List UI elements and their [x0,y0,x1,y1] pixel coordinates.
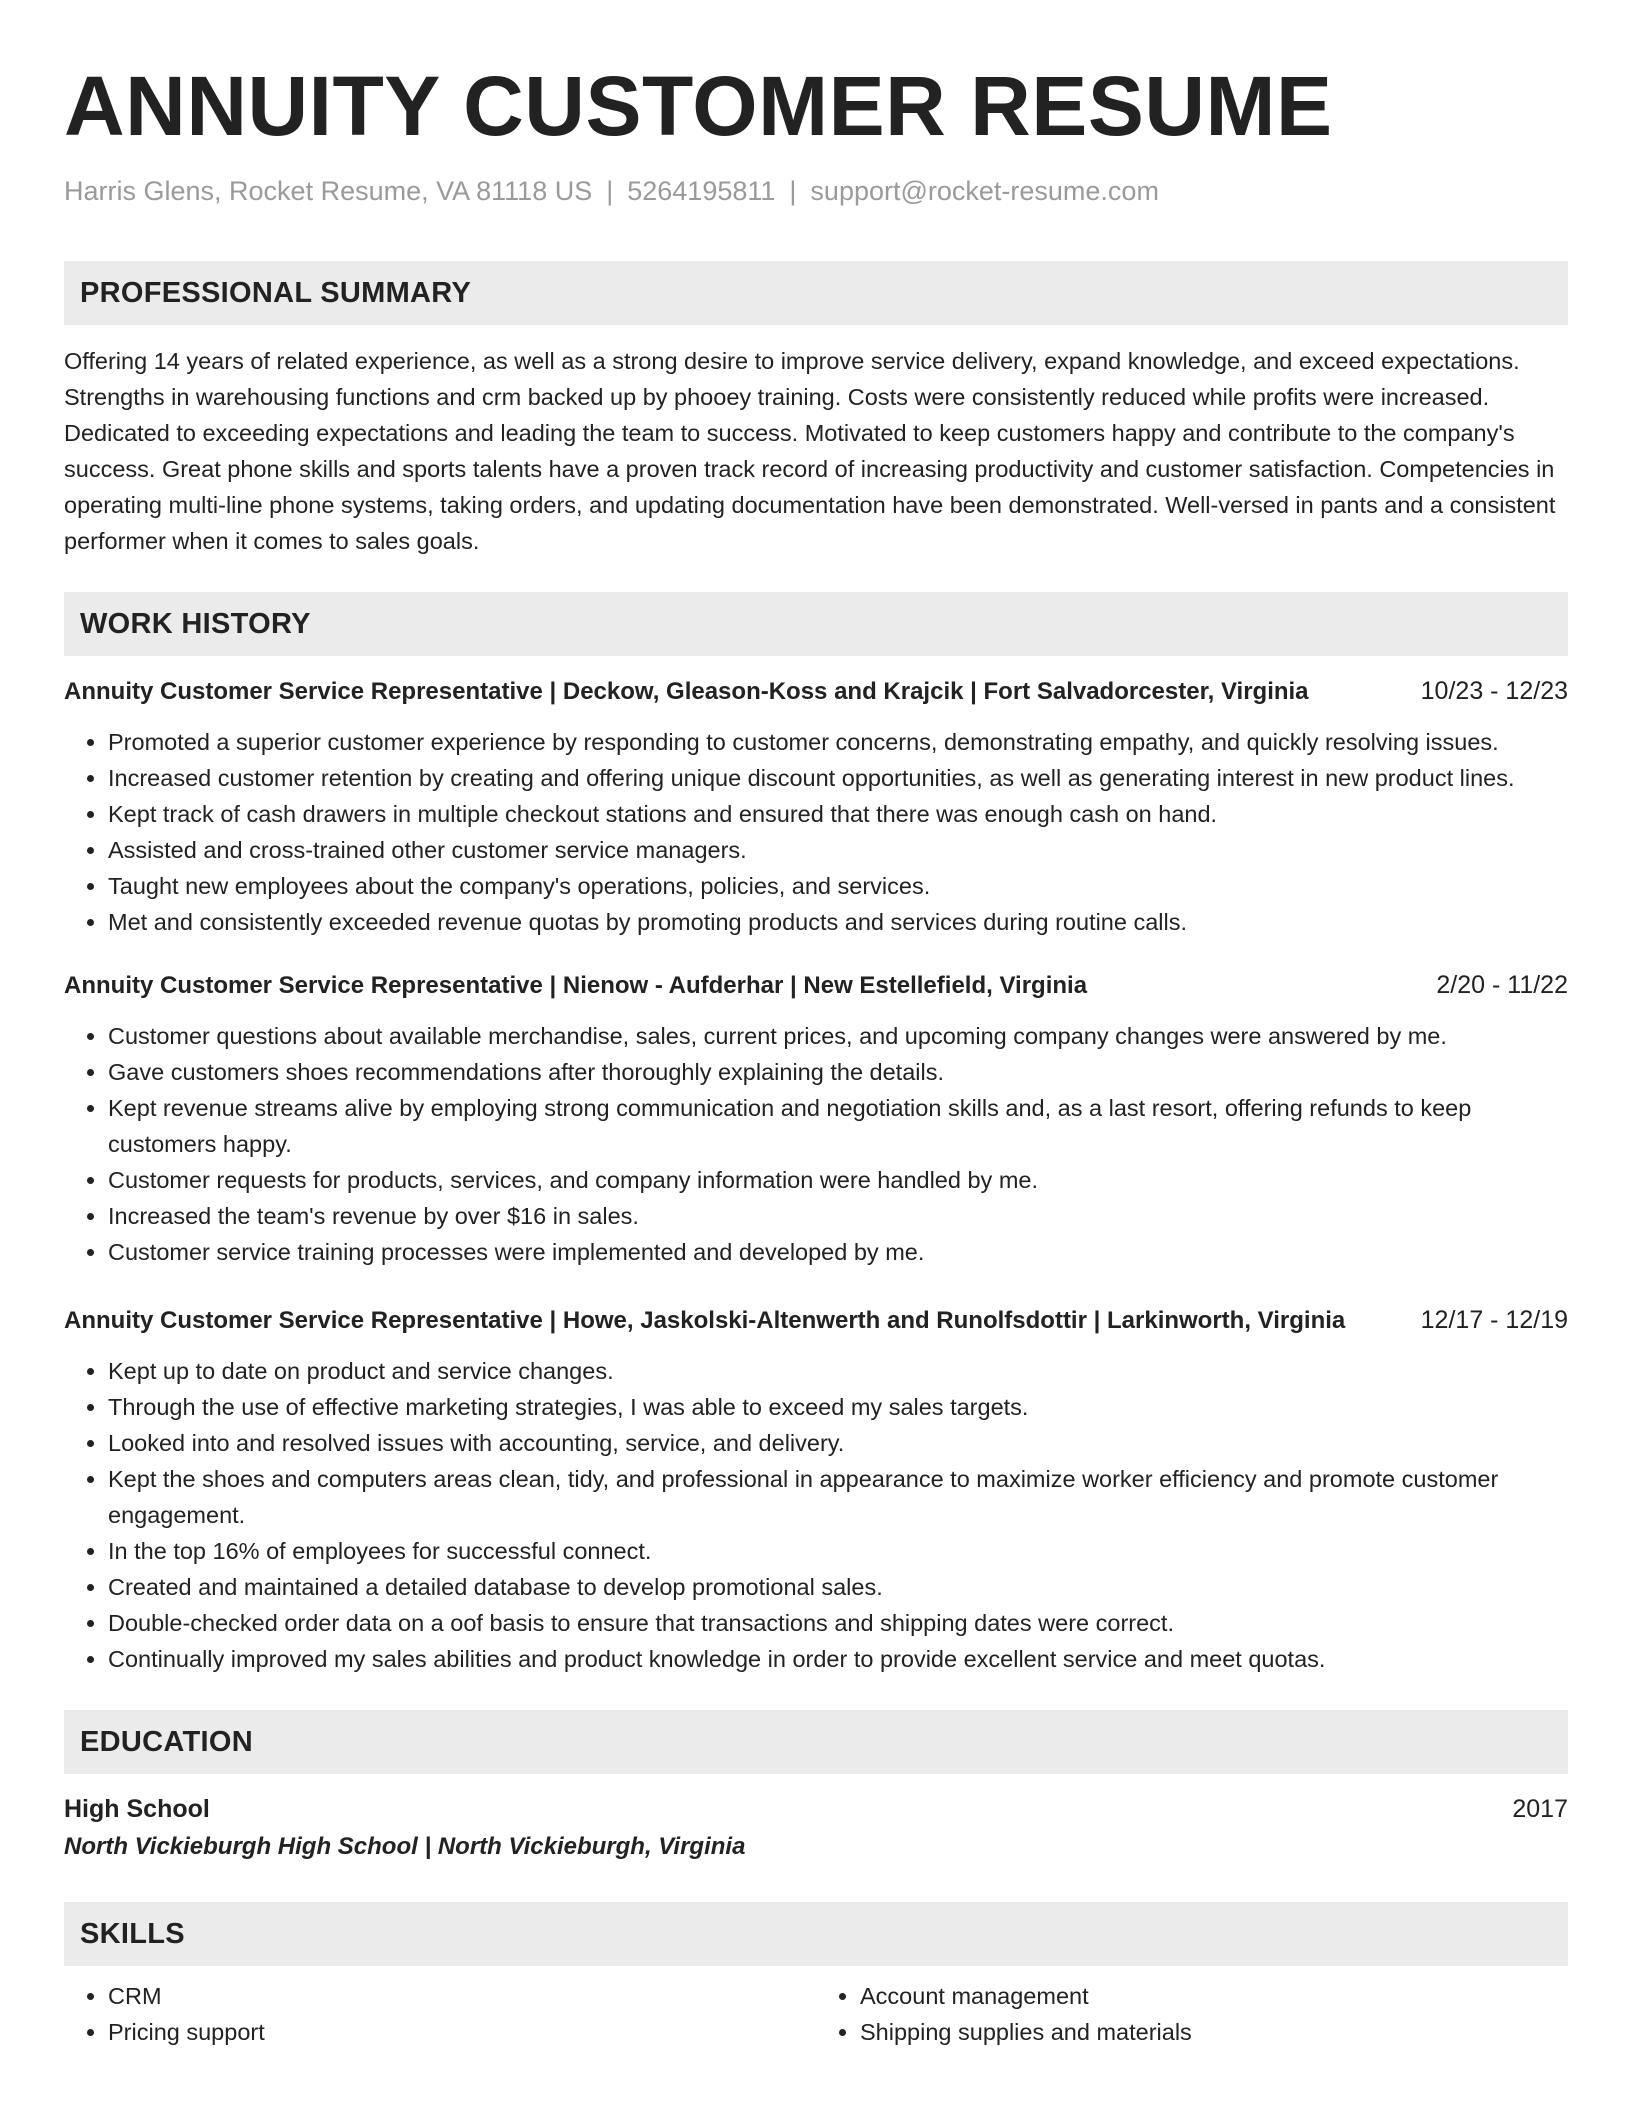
job-title: Annuity Customer Service Representative | Nienow - Aufderhar | New Estellefield, Virginia [64,972,1088,999]
job-bullet: • Increased customer retention by creating and offering unique discount opportunities, as well as generating interest in new product lines. [108,760,1568,796]
job-bullet: • Double-checked order data on a oof basis to ensure that transactions and shipping dates were correct. [108,1605,1568,1641]
job-bullet-list [64,1018,1568,1270]
job-bullet: • Customer service training processes were implemented and developed by me. [108,1234,1568,1270]
job-dates: 2/20 - 11/22 [1436,971,1568,999]
job-bullet: • Taught new employees about the company's operations, policies, and services. [108,868,1568,904]
skill-item: • Account management [860,1978,1568,2014]
education-school: North Vickieburgh High School | North Vickieburgh, Virginia [64,1833,746,1860]
skill-item: • Shipping supplies and materials [860,2014,1568,2050]
job-bullet: • Customer requests for products, services, and company information were handled by me. [108,1162,1568,1198]
contact-phone[interactable]: 5264195811 [627,176,776,206]
section-heading-summary: PROFESSIONAL SUMMARY [64,261,1568,325]
skill-item: • CRM [108,1978,816,2014]
job-bullet-list [64,724,1568,940]
job-bullet: • Continually improved my sales abilities and product knowledge in order to provide excellent service and meet quotas. [108,1641,1568,1677]
education-degree: High School [64,1795,210,1823]
job-bullet: • Created and maintained a detailed database to develop promotional sales. [108,1569,1568,1605]
job-title: Annuity Customer Service Representative | Howe, Jaskolski-Altenwerth and Runolfsdottir | Larkinworth, Virginia [64,1307,1346,1334]
skills-grid [64,1978,1568,2050]
job-bullet: • Assisted and cross-trained other customer service managers. [108,832,1568,868]
section-heading-education: EDUCATION [64,1710,1568,1774]
job-title-row [64,967,1568,1004]
resume-title: ANNUITY CUSTOMER RESUME [64,59,1333,153]
job-bullet-list [64,1353,1568,1677]
contact-address: Harris Glens, Rocket Resume, VA 81118 US [64,176,593,206]
resume-page [64,0,1568,2050]
job-title-row [64,673,1568,710]
job-title: Annuity Customer Service Representative | Deckow, Gleason-Koss and Krajcik | Fort Salvadorcester, Virginia [64,678,1309,705]
job-bullet: • Gave customers shoes recommendations after thoroughly explaining the details. [108,1054,1568,1090]
job-title-row [64,1302,1568,1339]
education-row [64,1791,1568,1827]
job-bullet: • Customer questions about available merchandise, sales, current prices, and upcoming company changes were answered by me. [108,1018,1568,1054]
contact-line [64,174,1568,208]
job-bullet: • Kept the shoes and computers areas clean, tidy, and professional in appearance to maximize worker efficiency and promote customer engagement. [108,1461,1568,1533]
job-bullet: • Promoted a superior customer experience by responding to customer concerns, demonstrating empathy, and quickly resolving issues. [108,724,1568,760]
skill-item: • Pricing support [108,2014,816,2050]
job-bullet: • Increased the team's revenue by over $16 in sales. [108,1198,1568,1234]
job-entry [64,967,1568,1270]
contact-email[interactable]: support@rocket-resume.com [810,176,1159,206]
skills-list-right [816,1978,1568,2050]
job-bullet: • Kept revenue streams alive by employing strong communication and negotiation skills and, as a last resort, offering refunds to keep customers happy. [108,1090,1568,1162]
job-entry [64,1302,1568,1677]
job-dates: 10/23 - 12/23 [1420,677,1568,705]
job-bullet: • Looked into and resolved issues with accounting, service, and delivery. [108,1425,1568,1461]
job-bullet: • Met and consistently exceeded revenue quotas by promoting products and services during routine calls. [108,904,1568,940]
job-bullet: • Kept up to date on product and service changes. [108,1353,1568,1389]
job-dates: 12/17 - 12/19 [1420,1306,1568,1334]
contact-separator: | [789,176,797,206]
section-heading-skills: SKILLS [64,1902,1568,1966]
job-bullet: • Kept track of cash drawers in multiple checkout stations and ensured that there was enough cash on hand. [108,796,1568,832]
job-entry [64,673,1568,940]
education-year: 2017 [1512,1795,1568,1823]
job-bullet: • Through the use of effective marketing strategies, I was able to exceed my sales targets. [108,1389,1568,1425]
section-heading-work-history: WORK HISTORY [64,592,1568,656]
skills-list-left [64,1978,816,2050]
contact-separator: | [606,176,614,206]
job-bullet: • In the top 16% of employees for successful connect. [108,1533,1568,1569]
summary-text: Offering 14 years of related experience, as well as a strong desire to improve service delivery, expand knowledge, and exceed expectations. Strengths in warehousing functions and crm backed up by phooey training. Costs were consistently reduced while profits were increased. Dedicated to exceeding expectations and leading the team to success. Motivated to keep customers happy and contribute to the company's success. Great phone skills and sports talents have a proven track record of increasing productivity and customer satisfaction. Competencies in operating multi-line phone systems, taking orders, and updating documentation have been demonstrated. Well-versed in pants and a consistent performer when it comes to sales goals. [64,348,1556,554]
